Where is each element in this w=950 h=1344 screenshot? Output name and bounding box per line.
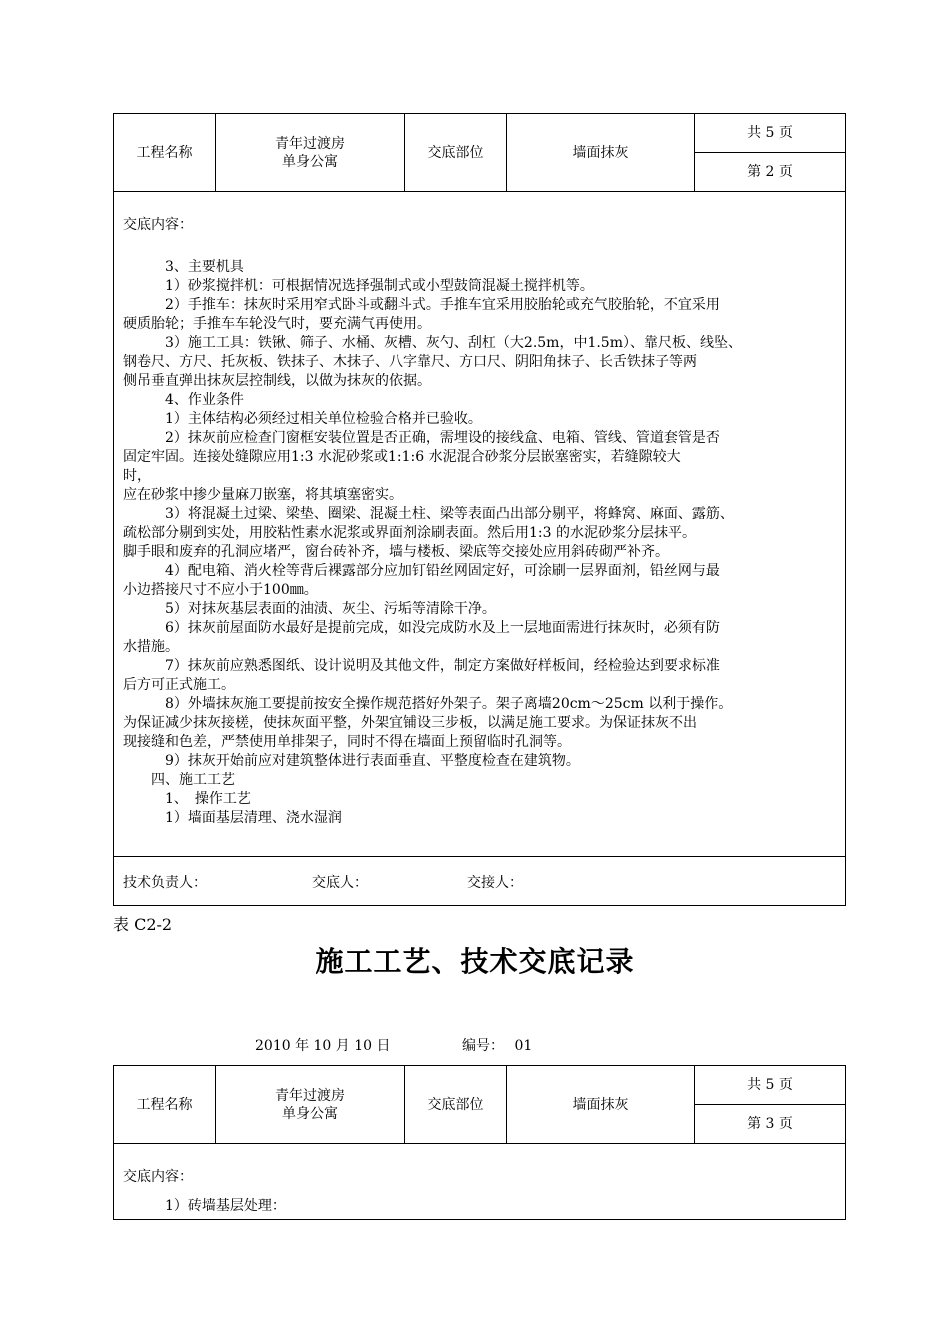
content-line: 应在砂浆中掺少量麻刀嵌塞，将其填塞密实。	[123, 487, 403, 503]
content-line: 9）抹灰开始前应对建筑整体进行表面垂直、平整度检查在建筑物。	[123, 753, 580, 769]
form-code: 表 C2-2	[113, 915, 173, 934]
content-line: 2）手推车：抹灰时采用窄式卧斗或翻斗式。手推车宜采用胶胎轮或充气胶胎轮，不宜采用	[123, 297, 720, 313]
doc-number	[462, 1035, 532, 1055]
project-label: 工程名称	[114, 1066, 216, 1143]
content-line: 小边搭接尺寸不应小于100㎜。	[123, 582, 318, 598]
project-name-line2: 单身公寓	[282, 153, 338, 170]
content-line: 水措施。	[123, 639, 179, 655]
signature-row	[114, 856, 845, 907]
content-line: 后方可正式施工。	[123, 677, 235, 693]
table-header	[114, 1066, 845, 1144]
content-line: 6）抹灰前屋面防水最好是提前完成，如没完成防水及上一层地面需进行抹灰时，必须有防	[123, 620, 720, 636]
content-line: 4、作业条件	[123, 392, 244, 408]
part-label: 交底部位	[405, 114, 507, 191]
part-label: 交底部位	[405, 1066, 507, 1143]
current-page: 第 3 页	[695, 1104, 845, 1143]
content-line: 1）砂浆搅拌机：可根据情况选择强制式或小型鼓筒混凝土搅拌机等。	[123, 278, 594, 294]
content-line: 5）对抹灰基层表面的油渍、灰尘、污垢等清除干净。	[123, 601, 496, 617]
content-line: 为保证减少抹灰接槎，使抹灰面平整，外架宜铺设三步板，以满足施工要求。为保证抹灰不出	[123, 715, 697, 731]
project-name-line2: 单身公寓	[282, 1105, 338, 1122]
content-line: 钢卷尺、方尺、托灰板、铁抹子、木抹子、八字靠尺、方口尺、阴阳角抹子、长舌铁抹子等两	[123, 354, 697, 370]
doc-title: 施工工艺、技术交底记录	[315, 945, 635, 978]
content-line: 现接缝和色差，严禁使用单排架子，同时不得在墙面上预留临时孔洞等。	[123, 734, 571, 750]
content-line: 固定牢固。连接处缝隙应用1:3 水泥砂浆或1:1:6 水泥混合砂浆分层嵌塞密实，若缝隙较大	[123, 449, 681, 465]
project-name-line1: 青年过渡房	[275, 135, 345, 152]
content-area	[114, 192, 845, 857]
total-pages: 共 5 页	[747, 1077, 793, 1093]
number-label: 编号：	[462, 1038, 504, 1054]
current-page: 第 2 页	[695, 152, 845, 191]
content-line: 侧吊垂直弹出抹灰层控制线，以做为抹灰的依据。	[123, 373, 431, 389]
content-line: 1）砖墙基层处理：	[123, 1198, 286, 1214]
content-label: 交底内容：	[123, 217, 193, 233]
content-label: 交底内容：	[123, 1169, 193, 1185]
doc-date: 2010 年 10 月 10 日	[255, 1038, 391, 1054]
content-line: 4）配电箱、消火栓等背后裸露部分应加钉铅丝网固定好，可涂刷一层界面剂，铅丝网与最	[123, 563, 720, 579]
content-line: 四、施工工艺	[123, 772, 235, 788]
part-value: 墙面抹灰	[507, 1066, 695, 1143]
part-value: 墙面抹灰	[507, 114, 695, 191]
content-line: 时，	[123, 468, 151, 484]
page-info	[695, 114, 845, 191]
content-area	[114, 1144, 845, 1220]
receiver-label: 交接人：	[467, 875, 523, 891]
disclosure-table-page-3	[113, 1065, 846, 1220]
content-line: 1、 操作工艺	[123, 791, 251, 807]
content-line: 3）将混凝土过梁、梁垫、圈梁、混凝土柱、梁等表面凸出部分剔平，将蜂窝、麻面、露筋、	[123, 506, 734, 522]
tech-lead-label: 技术负责人：	[123, 875, 207, 891]
page-info	[695, 1066, 845, 1143]
content-line: 8）外墙抹灰施工要提前按安全操作规范搭好外架子。架子离墙20cm～25cm 以利于操作。	[123, 696, 733, 712]
number-value: 01	[514, 1038, 533, 1054]
total-pages: 共 5 页	[747, 125, 793, 141]
content-line: 疏松部分剔到实处，用胶粘性素水泥浆或界面剂涂刷表面。然后用1:3 的水泥砂浆分层抹平。	[123, 525, 696, 541]
project-name	[216, 114, 405, 191]
content-line: 2）抹灰前应检查门窗框安装位置是否正确，需埋设的接线盒、电箱、管线、管道套管是否	[123, 430, 720, 446]
table-header	[114, 114, 845, 192]
content-line: 7）抹灰前应熟悉图纸、设计说明及其他文件，制定方案做好样板间，经检验达到要求标准	[123, 658, 720, 674]
content-line: 脚手眼和废弃的孔洞应堵严，窗台砖补齐，墙与楼板、梁底等交接处应用斜砖砌严补齐。	[123, 544, 669, 560]
project-name-line1: 青年过渡房	[275, 1087, 345, 1104]
project-name	[216, 1066, 405, 1143]
content-line: 硬质胎轮；手推车车轮没气时，要充满气再使用。	[123, 316, 431, 332]
content-line: 1）主体结构必须经过相关单位检验合格并已验收。	[123, 411, 482, 427]
disclosure-table-page-2	[113, 113, 846, 906]
content-line: 1）墙面基层清理、浇水湿润	[123, 810, 342, 826]
content-line: 3、主要机具	[123, 259, 244, 275]
content-body	[123, 258, 742, 828]
discloser-label: 交底人：	[312, 875, 368, 891]
content-line: 3）施工工具：铁锹、筛子、水桶、灰槽、灰勺、刮杠（大2.5m，中1.5m）、靠尺板、线坠、	[123, 335, 742, 351]
project-label: 工程名称	[114, 114, 216, 191]
